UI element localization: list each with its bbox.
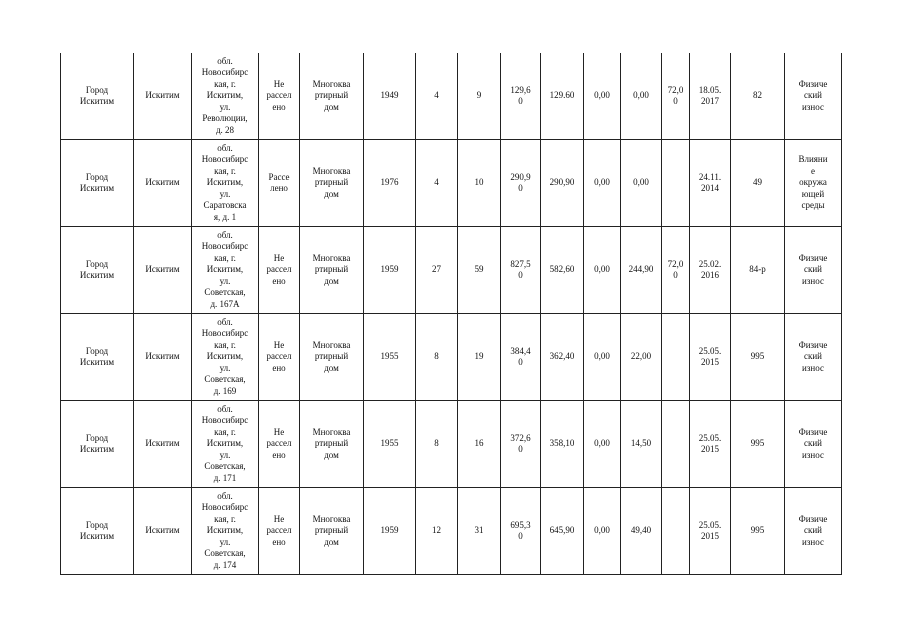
address-cell [192,53,259,140]
cell-text: 18.05. 2017 [698,84,722,106]
cell-text: Искитим [145,264,180,275]
cell-text: Физиче ский износ [798,339,828,373]
cell-text: 0,00 [594,90,610,101]
area-total-cell [501,140,541,227]
cell-text: 49 [753,177,762,188]
cell-text: обл. Новосибирс кая, г. Искитим, ул. Саратовска я, д. 1 [201,142,249,222]
year-cell [364,401,416,488]
area-a-cell [541,401,584,488]
document-date-cell [690,227,731,314]
table-row [61,488,842,575]
area-b-cell [584,53,621,140]
area-a-cell [541,140,584,227]
cell-text: Город Искитим [79,432,115,454]
count-cell-1 [416,401,458,488]
cell-text: Физиче ский износ [798,426,828,460]
house-type-cell [300,140,364,227]
count-cell-1 [416,314,458,401]
area-total-cell [501,227,541,314]
cell-text: Физиче ский износ [798,513,828,547]
cell-text: Город Искитим [79,84,115,106]
house-type-cell [300,488,364,575]
cell-text: 8 [434,351,439,362]
area-b-cell [584,140,621,227]
settlement-cell [134,314,192,401]
count-cell-2 [458,488,501,575]
cell-text: 25.05. 2015 [698,345,722,367]
municipality-cell [61,488,134,575]
reason-cell [785,227,842,314]
reason-cell [785,401,842,488]
area-b-cell [584,401,621,488]
reason-cell [785,488,842,575]
cell-text: 0,00 [594,525,610,536]
area-d-cell [662,53,690,140]
count-cell-2 [458,227,501,314]
cell-text: 14,50 [630,438,652,449]
area-c-cell [621,53,662,140]
cell-text: 27 [432,264,441,275]
table-row [61,314,842,401]
status-cell [259,488,300,575]
cell-text: 25.05. 2015 [698,432,722,454]
year-cell [364,314,416,401]
count-cell-2 [458,53,501,140]
status-cell [259,53,300,140]
cell-text: 0,00 [594,351,610,362]
area-c-cell [621,140,662,227]
document-date-cell [690,314,731,401]
count-cell-2 [458,401,501,488]
cell-text: Искитим [145,525,180,536]
cell-text: Искитим [145,90,180,101]
cell-text: 0,00 [594,438,610,449]
cell-text: 16 [474,438,484,449]
cell-text: обл. Новосибирс кая, г. Искитим, ул. Советская, д. 167А [201,229,249,309]
status-cell [259,401,300,488]
area-c-cell [621,401,662,488]
cell-text: Рассе лено [268,171,290,193]
municipality-cell [61,140,134,227]
year-cell [364,53,416,140]
cell-text: 59 [474,264,484,275]
cell-text: 22,00 [630,351,652,362]
reason-cell [785,314,842,401]
cell-text: 72,0 0 [667,84,684,106]
municipality-cell [61,227,134,314]
area-b-cell [584,227,621,314]
cell-text: Не рассел ено [266,252,292,286]
cell-text: Город Искитим [79,519,115,541]
count-cell-2 [458,314,501,401]
address-cell [192,140,259,227]
municipality-cell [61,401,134,488]
area-total-cell [501,488,541,575]
count-cell-1 [416,140,458,227]
count-cell-1 [416,53,458,140]
area-a-cell [541,227,584,314]
table-row [61,401,842,488]
area-total-cell [501,53,541,140]
cell-text: 290,9 0 [510,171,531,193]
table-row [61,140,842,227]
cell-text: 995 [750,351,765,362]
document-date-cell [690,53,731,140]
table-row [61,53,842,140]
cell-text: 372,6 0 [510,432,531,454]
address-cell [192,314,259,401]
cell-text: 1959 [380,525,399,536]
cell-text: Физиче ский износ [798,252,828,286]
cell-text: 695,3 0 [510,519,531,541]
count-cell-2 [458,140,501,227]
document-number-cell [731,140,785,227]
area-total-cell [501,401,541,488]
cell-text: 1955 [380,438,399,449]
area-d-cell [662,401,690,488]
settlement-cell [134,53,192,140]
cell-text: Искитим [145,438,180,449]
cell-text: 0,00 [594,264,610,275]
cell-text: 9 [476,90,482,101]
cell-text: Многоква ртирный дом [312,165,351,199]
cell-text: Искитим [145,177,180,188]
area-d-cell [662,140,690,227]
cell-text: 84-р [749,264,766,275]
house-type-cell [300,227,364,314]
cell-text: 82 [753,90,762,101]
cell-text: Многоква ртирный дом [312,339,351,373]
address-cell [192,488,259,575]
cell-text: Многоква ртирный дом [312,252,351,286]
year-cell [364,488,416,575]
area-d-cell [662,314,690,401]
year-cell [364,227,416,314]
document-date-cell [690,401,731,488]
document-number-cell [731,401,785,488]
cell-text: 1955 [380,351,399,362]
table-row [61,227,842,314]
cell-text: 244,90 [628,264,654,275]
cell-text: 4 [434,177,439,188]
cell-text: 0,00 [633,90,649,101]
cell-text: 582,60 [549,264,575,275]
cell-text: 358,10 [549,438,575,449]
municipality-cell [61,314,134,401]
house-type-cell [300,314,364,401]
municipality-cell [61,53,134,140]
cell-text: 19 [474,351,484,362]
cell-text: 8 [434,438,439,449]
reason-cell [785,53,842,140]
cell-text: Не рассел ено [266,78,292,112]
settlement-cell [134,140,192,227]
cell-text: Физиче ский износ [798,78,828,112]
cell-text: 25.05. 2015 [698,519,722,541]
document-number-cell [731,488,785,575]
area-b-cell [584,488,621,575]
cell-text: 1949 [380,90,399,101]
status-cell [259,314,300,401]
area-c-cell [621,488,662,575]
area-a-cell [541,53,584,140]
cell-text: Город Искитим [79,258,115,280]
cell-text: 0,00 [633,177,649,188]
cell-text: обл. Новосибирс кая, г. Искитим, ул. Советская, д. 174 [201,490,249,570]
area-a-cell [541,314,584,401]
cell-text: 290,90 [549,177,575,188]
cell-text: 31 [474,525,484,536]
cell-text: Искитим [145,351,180,362]
cell-text: 25.02. 2016 [698,258,722,280]
cell-text: 129,6 0 [510,84,531,106]
area-b-cell [584,314,621,401]
cell-text: Город Искитим [79,171,115,193]
status-cell [259,140,300,227]
document-number-cell [731,227,785,314]
cell-text: 1959 [380,264,399,275]
cell-text: Не рассел ено [266,426,292,460]
area-c-cell [621,227,662,314]
document-date-cell [690,140,731,227]
cell-text: Город Искитим [79,345,115,367]
cell-text: 49,40 [630,525,652,536]
cell-text: 1976 [380,177,399,188]
area-a-cell [541,488,584,575]
address-cell [192,227,259,314]
cell-text: обл. Новосибирс кая, г. Искитим, ул. Советская, д. 169 [201,316,249,396]
count-cell-1 [416,227,458,314]
cell-text: 129.60 [549,90,575,101]
cell-text: Многоква ртирный дом [312,78,351,112]
cell-text: Не рассел ено [266,339,292,373]
cell-text: 72,0 0 [667,258,684,280]
cell-text: 362,40 [549,351,575,362]
cell-text: обл. Новосибирс кая, г. Искитим, ул. Советская, д. 171 [201,403,249,483]
settlement-cell [134,488,192,575]
cell-text: 995 [750,525,765,536]
cell-text: обл. Новосибирс кая, г. Искитим, ул. Революции, д. 28 [201,55,249,135]
reason-cell [785,140,842,227]
cell-text: 24.11. 2014 [698,171,722,193]
cell-text: Не рассел ено [266,513,292,547]
area-d-cell [662,488,690,575]
cell-text: 384,4 0 [510,345,531,367]
document-date-cell [690,488,731,575]
cell-text: 10 [474,177,484,188]
cell-text: 645,90 [549,525,575,536]
year-cell [364,140,416,227]
area-d-cell [662,227,690,314]
area-total-cell [501,314,541,401]
document-number-cell [731,53,785,140]
count-cell-1 [416,488,458,575]
housing-table [60,53,842,575]
settlement-cell [134,227,192,314]
address-cell [192,401,259,488]
cell-text: Многоква ртирный дом [312,513,351,547]
settlement-cell [134,401,192,488]
area-c-cell [621,314,662,401]
cell-text: Многоква ртирный дом [312,426,351,460]
document-number-cell [731,314,785,401]
status-cell [259,227,300,314]
cell-text: 4 [434,90,439,101]
cell-text: 0,00 [594,177,610,188]
cell-text: 995 [750,438,765,449]
cell-text: 827,5 0 [510,258,531,280]
house-type-cell [300,401,364,488]
house-type-cell [300,53,364,140]
cell-text: Влияни е окружа ющей среды [798,154,828,211]
cell-text: 12 [432,525,441,536]
